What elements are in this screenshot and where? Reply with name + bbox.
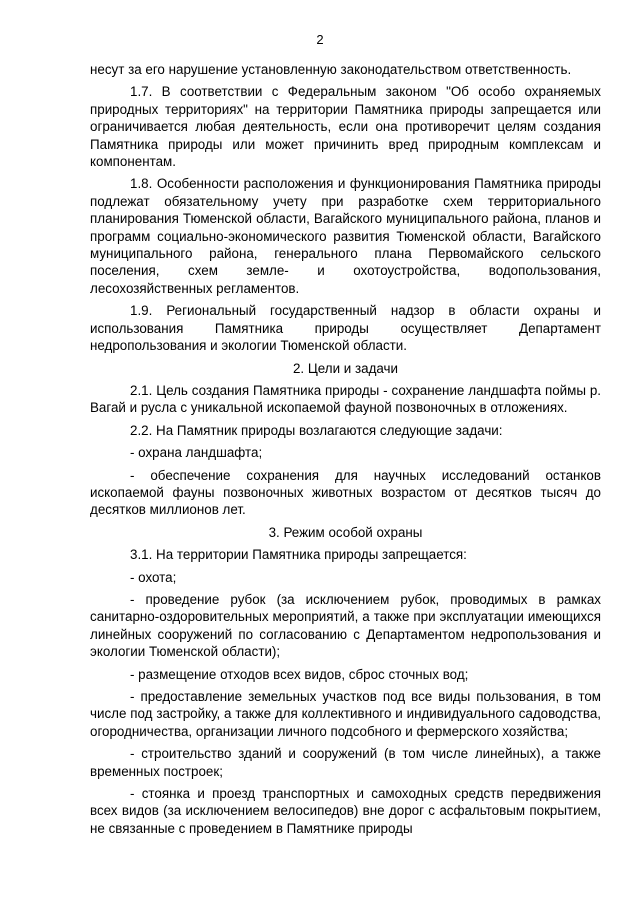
section-heading-goals: 2. Цели и задачи xyxy=(292,360,399,376)
paragraph-continuation: несут за его нарушение установленную законодательством ответственность. xyxy=(90,62,572,77)
list-item-landscape: - охрана ландшафта; xyxy=(130,445,263,461)
paragraph-1-9: 1.9. Региональный государственный надзор в области охраны и использования Памятника природы осуществляет Департамент недропользования и экологии Тюменской области. xyxy=(90,303,601,354)
paragraph-2-1: 2.1. Цель создания Памятника природы - сохранение ландшафта поймы р. Вагай и русла с уникальной ископаемой фауной позвоночных в отложениях. xyxy=(90,382,601,416)
list-item-vehicles: - стоянка и проезд транспортных и самоходных средств передвижения всех видов (за исключением велосипедов) вне дорог с асфальтовым покрытием, не связанные с проведением в Памятнике природы xyxy=(90,786,601,836)
list-item-hunting: - охота; xyxy=(130,569,177,585)
list-item-waste: - размещение отходов всех видов, сброс сточных вод; xyxy=(130,666,469,682)
list-item-logging: - проведение рубок (за исключением рубок, проводимых в рамках санитарно-оздоровительных мероприятий, а также при эксплуатации имеющихся линейных сооружений по согласованию с Департаментом недропользования и экологии Тюменской области); xyxy=(90,591,601,660)
paragraph-2-2: 2.2. На Памятник природы возлагаются следующие задачи: xyxy=(130,422,503,438)
document-body xyxy=(90,61,601,842)
list-item-fauna: - обеспечение сохранения для научных исследований останков ископаемой фауны позвоночных животных возрастом от десятков тысяч до десятков миллионов лет. xyxy=(90,467,601,518)
list-item-construction: - строительство зданий и сооружений (в том числе линейных), а также временных построек; xyxy=(90,746,601,779)
paragraph-3-1: 3.1. На территории Памятника природы запрещается: xyxy=(130,547,467,563)
page-number: 2 xyxy=(316,32,324,47)
paragraph-1-7: 1.7. В соответствии с Федеральным законом "Об особо охраняемых природных территориях" на территории Памятника природы запрещается или ограничивается любая деятельность, если она противоречит целям создания Памятника природы или может причинить вред природным комплексам и компонентам. xyxy=(90,84,601,170)
section-heading-regime: 3. Режим особой охраны xyxy=(268,524,423,540)
paragraph-1-8: 1.8. Особенности расположения и функционирования Памятника природы подлежат обязательному учету при разработке схем территориального планирования Тюменской области, Вагайского муниципального района, планов и программ социально-экономического развития Тюменской области, Вагайского муниципального района, генерального плана Первомайского сельского поселения, схем земле- и охотоустройства, водопользования, лесохозяйственных регламентов. xyxy=(90,176,601,296)
list-item-land-plots: - предоставление земельных участков под все виды пользования, в том числе под застройку, а также для коллективного и индивидуального садоводства, огородничества, организации личного подсобного и фермерского хозяйства; xyxy=(90,689,601,739)
